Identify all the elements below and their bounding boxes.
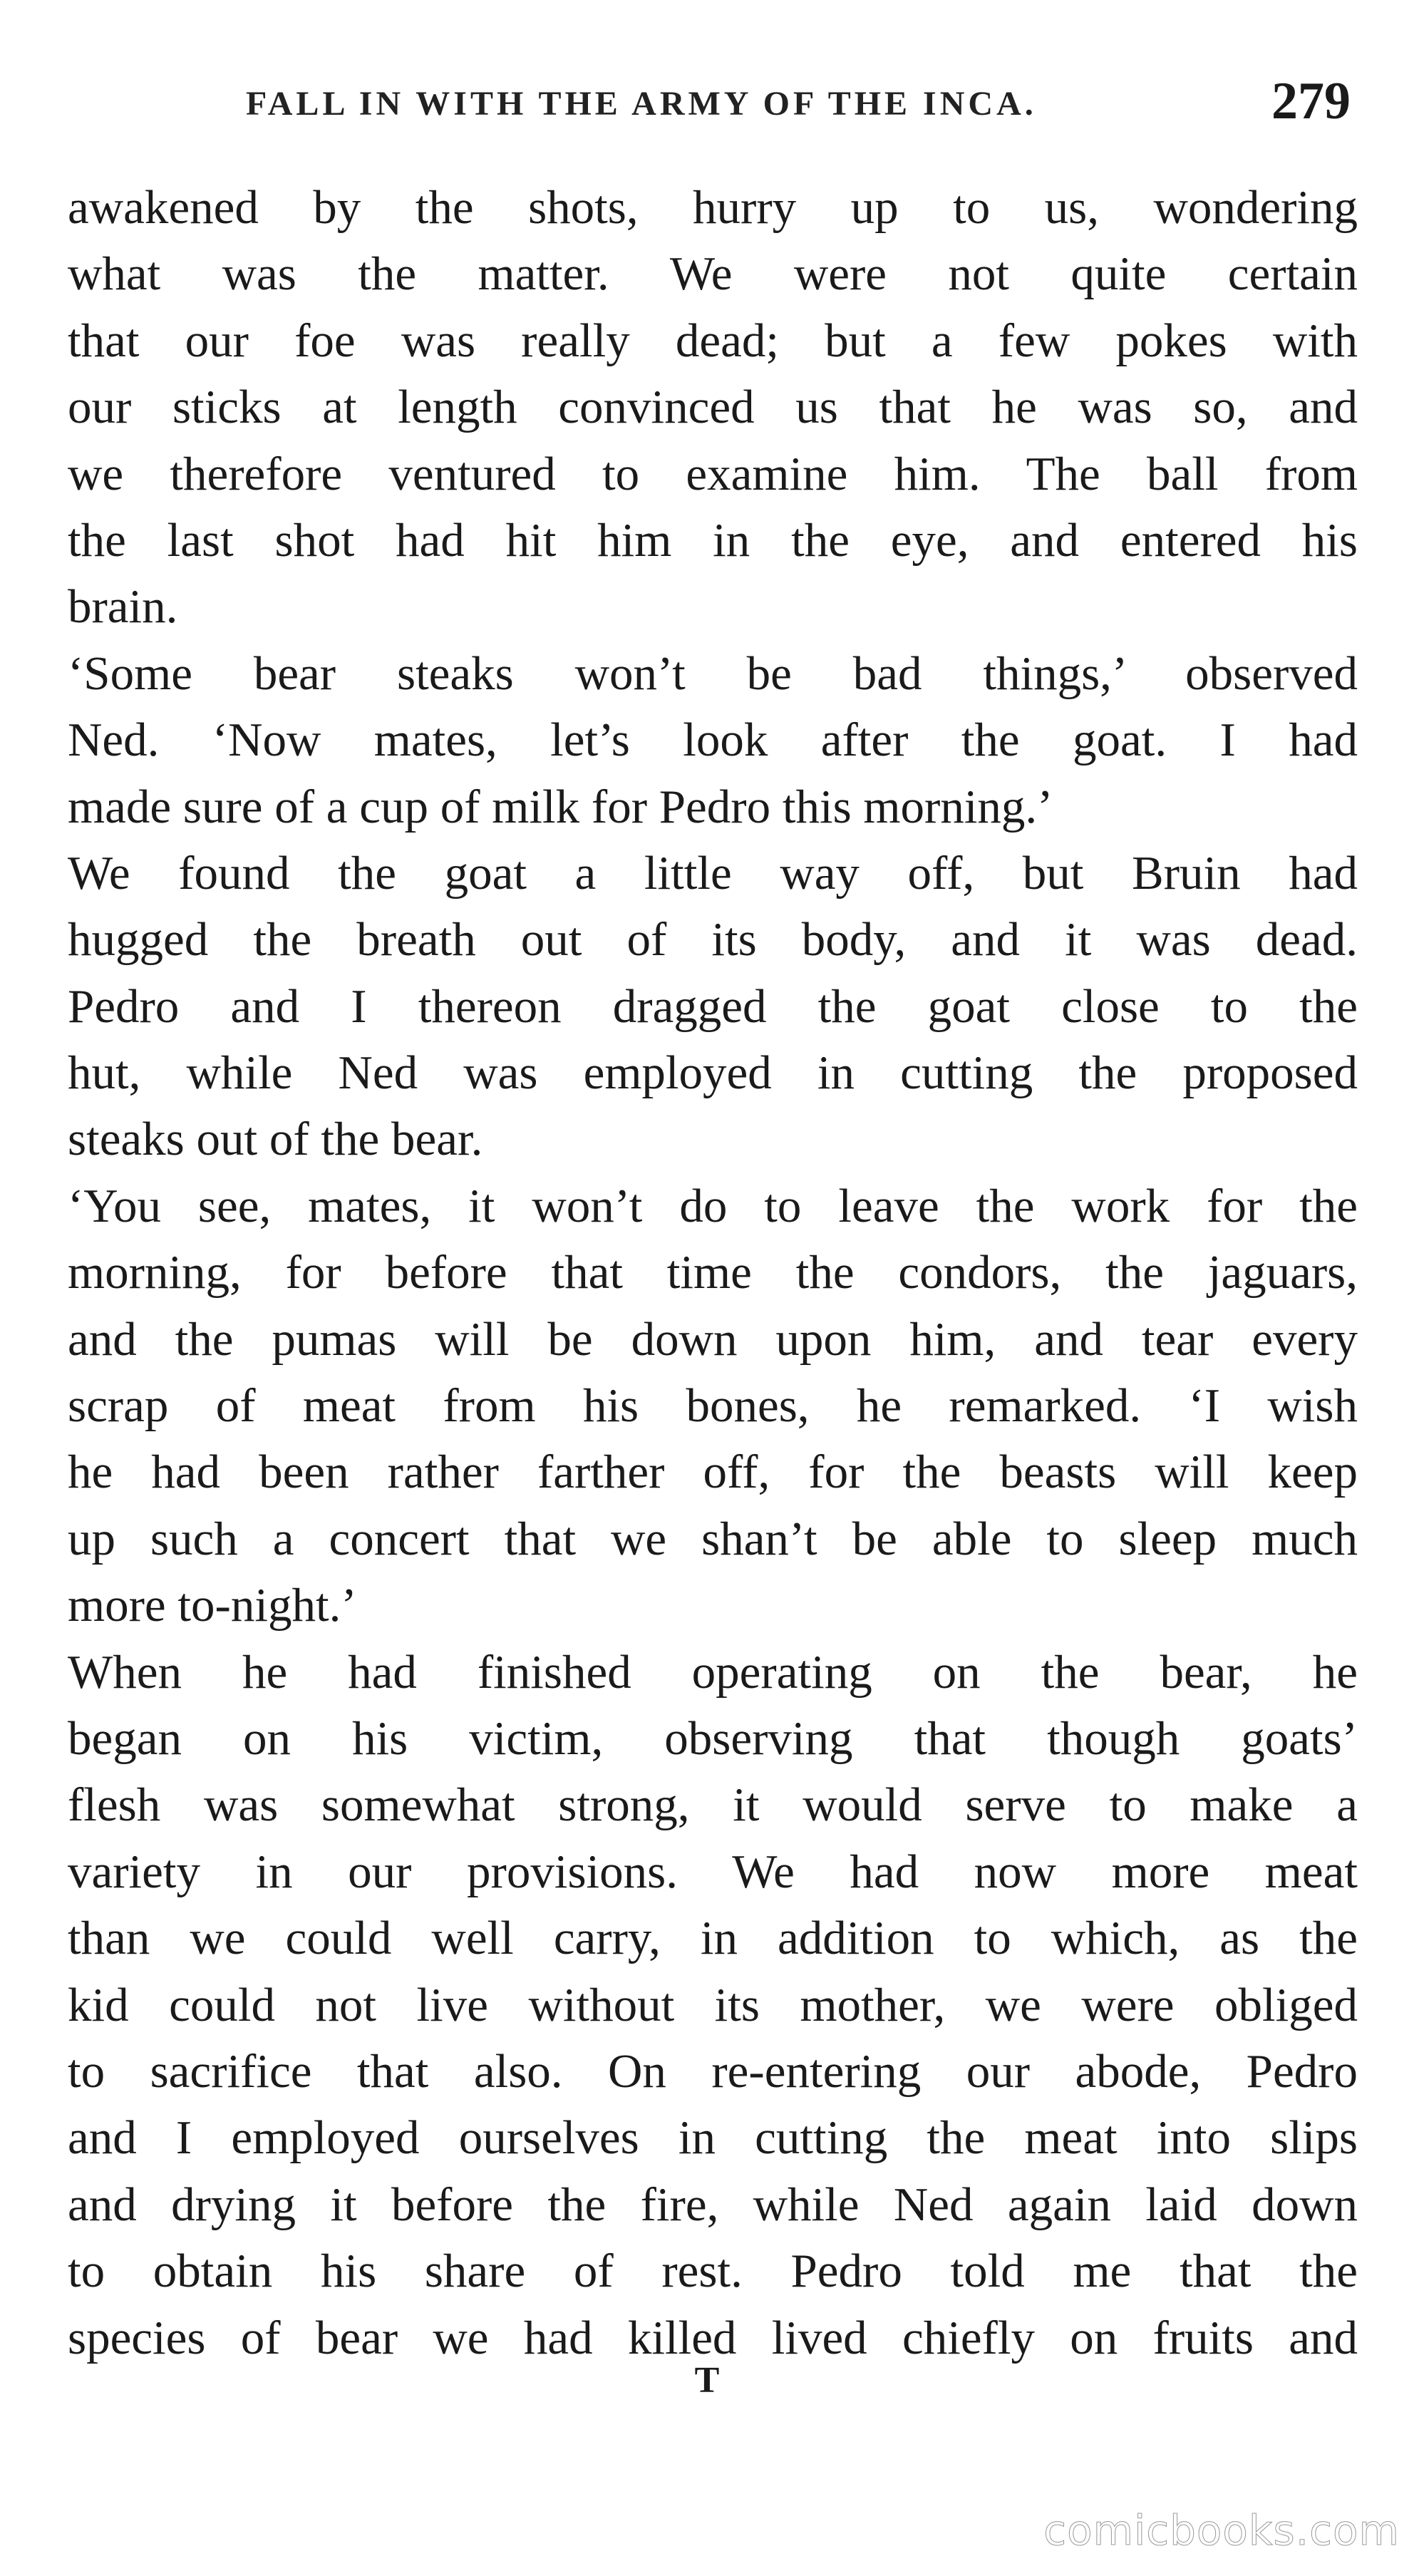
text-line: and the pumas will be down upon him, and tear every <box>68 1312 1358 1366</box>
text-line: When he had finished operating on the bear, he <box>68 1645 1358 1699</box>
page-header <box>68 71 1358 157</box>
text-line: to sacrifice that also. On re-entering our abode, Pedro <box>68 2044 1358 2098</box>
text-line: ‘You see, mates, it won’t do to leave the work for the <box>68 1179 1358 1232</box>
text-line: than we could well carry, in addition to which, as the <box>68 1912 1358 1965</box>
text-line: Pedro and I thereon dragged the goat close to the <box>68 979 1358 1033</box>
text-line: made sure of a cup of milk for Pedro this morning.’ <box>68 780 1053 833</box>
text-line: he had been rather farther off, for the beasts will keep <box>68 1446 1358 1499</box>
text-line: hut, while Ned was employed in cutting the proposed <box>68 1046 1358 1100</box>
text-line: flesh was somewhat strong, it would serve to make a <box>68 1778 1358 1832</box>
text-line: that our foe was really dead; but a few pokes with <box>68 314 1358 367</box>
watermark: comicbooks.com <box>1043 2506 1400 2555</box>
text-line: scrap of meat from his bones, he remarked. ‘I wish <box>68 1379 1358 1433</box>
text-line: we therefore ventured to examine him. The ball from <box>68 447 1358 500</box>
text-line: more to-night.’ <box>68 1579 357 1632</box>
text-line: our sticks at length convinced us that he was so, and <box>68 381 1358 434</box>
text-line: ‘Some bear steaks won’t be bad things,’ observed <box>68 646 1358 700</box>
text-line: variety in our provisions. We had now more meat <box>68 1845 1358 1898</box>
text-line: hugged the breath out of its body, and it was dead. <box>68 913 1358 967</box>
text-line: and I employed ourselves in cutting the meat into slips <box>68 2111 1358 2165</box>
text-line: and drying it before the fire, while Ned again laid down <box>68 2178 1358 2231</box>
signature-mark: T <box>694 2360 720 2401</box>
text-line: the last shot had hit him in the eye, and entered his <box>68 513 1358 567</box>
text-line: what was the matter. We were not quite certain <box>68 247 1358 301</box>
body-text <box>68 175 1358 2371</box>
running-title: FALL IN WITH THE ARMY OF THE INCA. <box>246 85 1037 123</box>
text-line: species of bear we had killed lived chiefly on fruits and <box>68 2311 1358 2364</box>
text-line: steaks out of the bear. <box>68 1113 483 1166</box>
text-line: morning, for before that time the condors, the jaguars, <box>68 1246 1358 1299</box>
text-line: We found the goat a little way off, but Bruin had <box>68 846 1358 900</box>
text-line: Ned. ‘Now mates, let’s look after the goat. I had <box>68 713 1358 767</box>
text-line: began on his victim, observing that though goats’ <box>68 1711 1358 1765</box>
text-line: to obtain his share of rest. Pedro told me that the <box>68 2245 1358 2298</box>
text-line: up such a concert that we shan’t be able to sleep much <box>68 1512 1358 1565</box>
text-line: brain. <box>68 580 178 634</box>
text-line: kid could not live without its mother, we were obliged <box>68 1978 1358 2031</box>
text-line: awakened by the shots, hurry up to us, wondering <box>68 181 1358 234</box>
page-number: 279 <box>1271 72 1351 130</box>
